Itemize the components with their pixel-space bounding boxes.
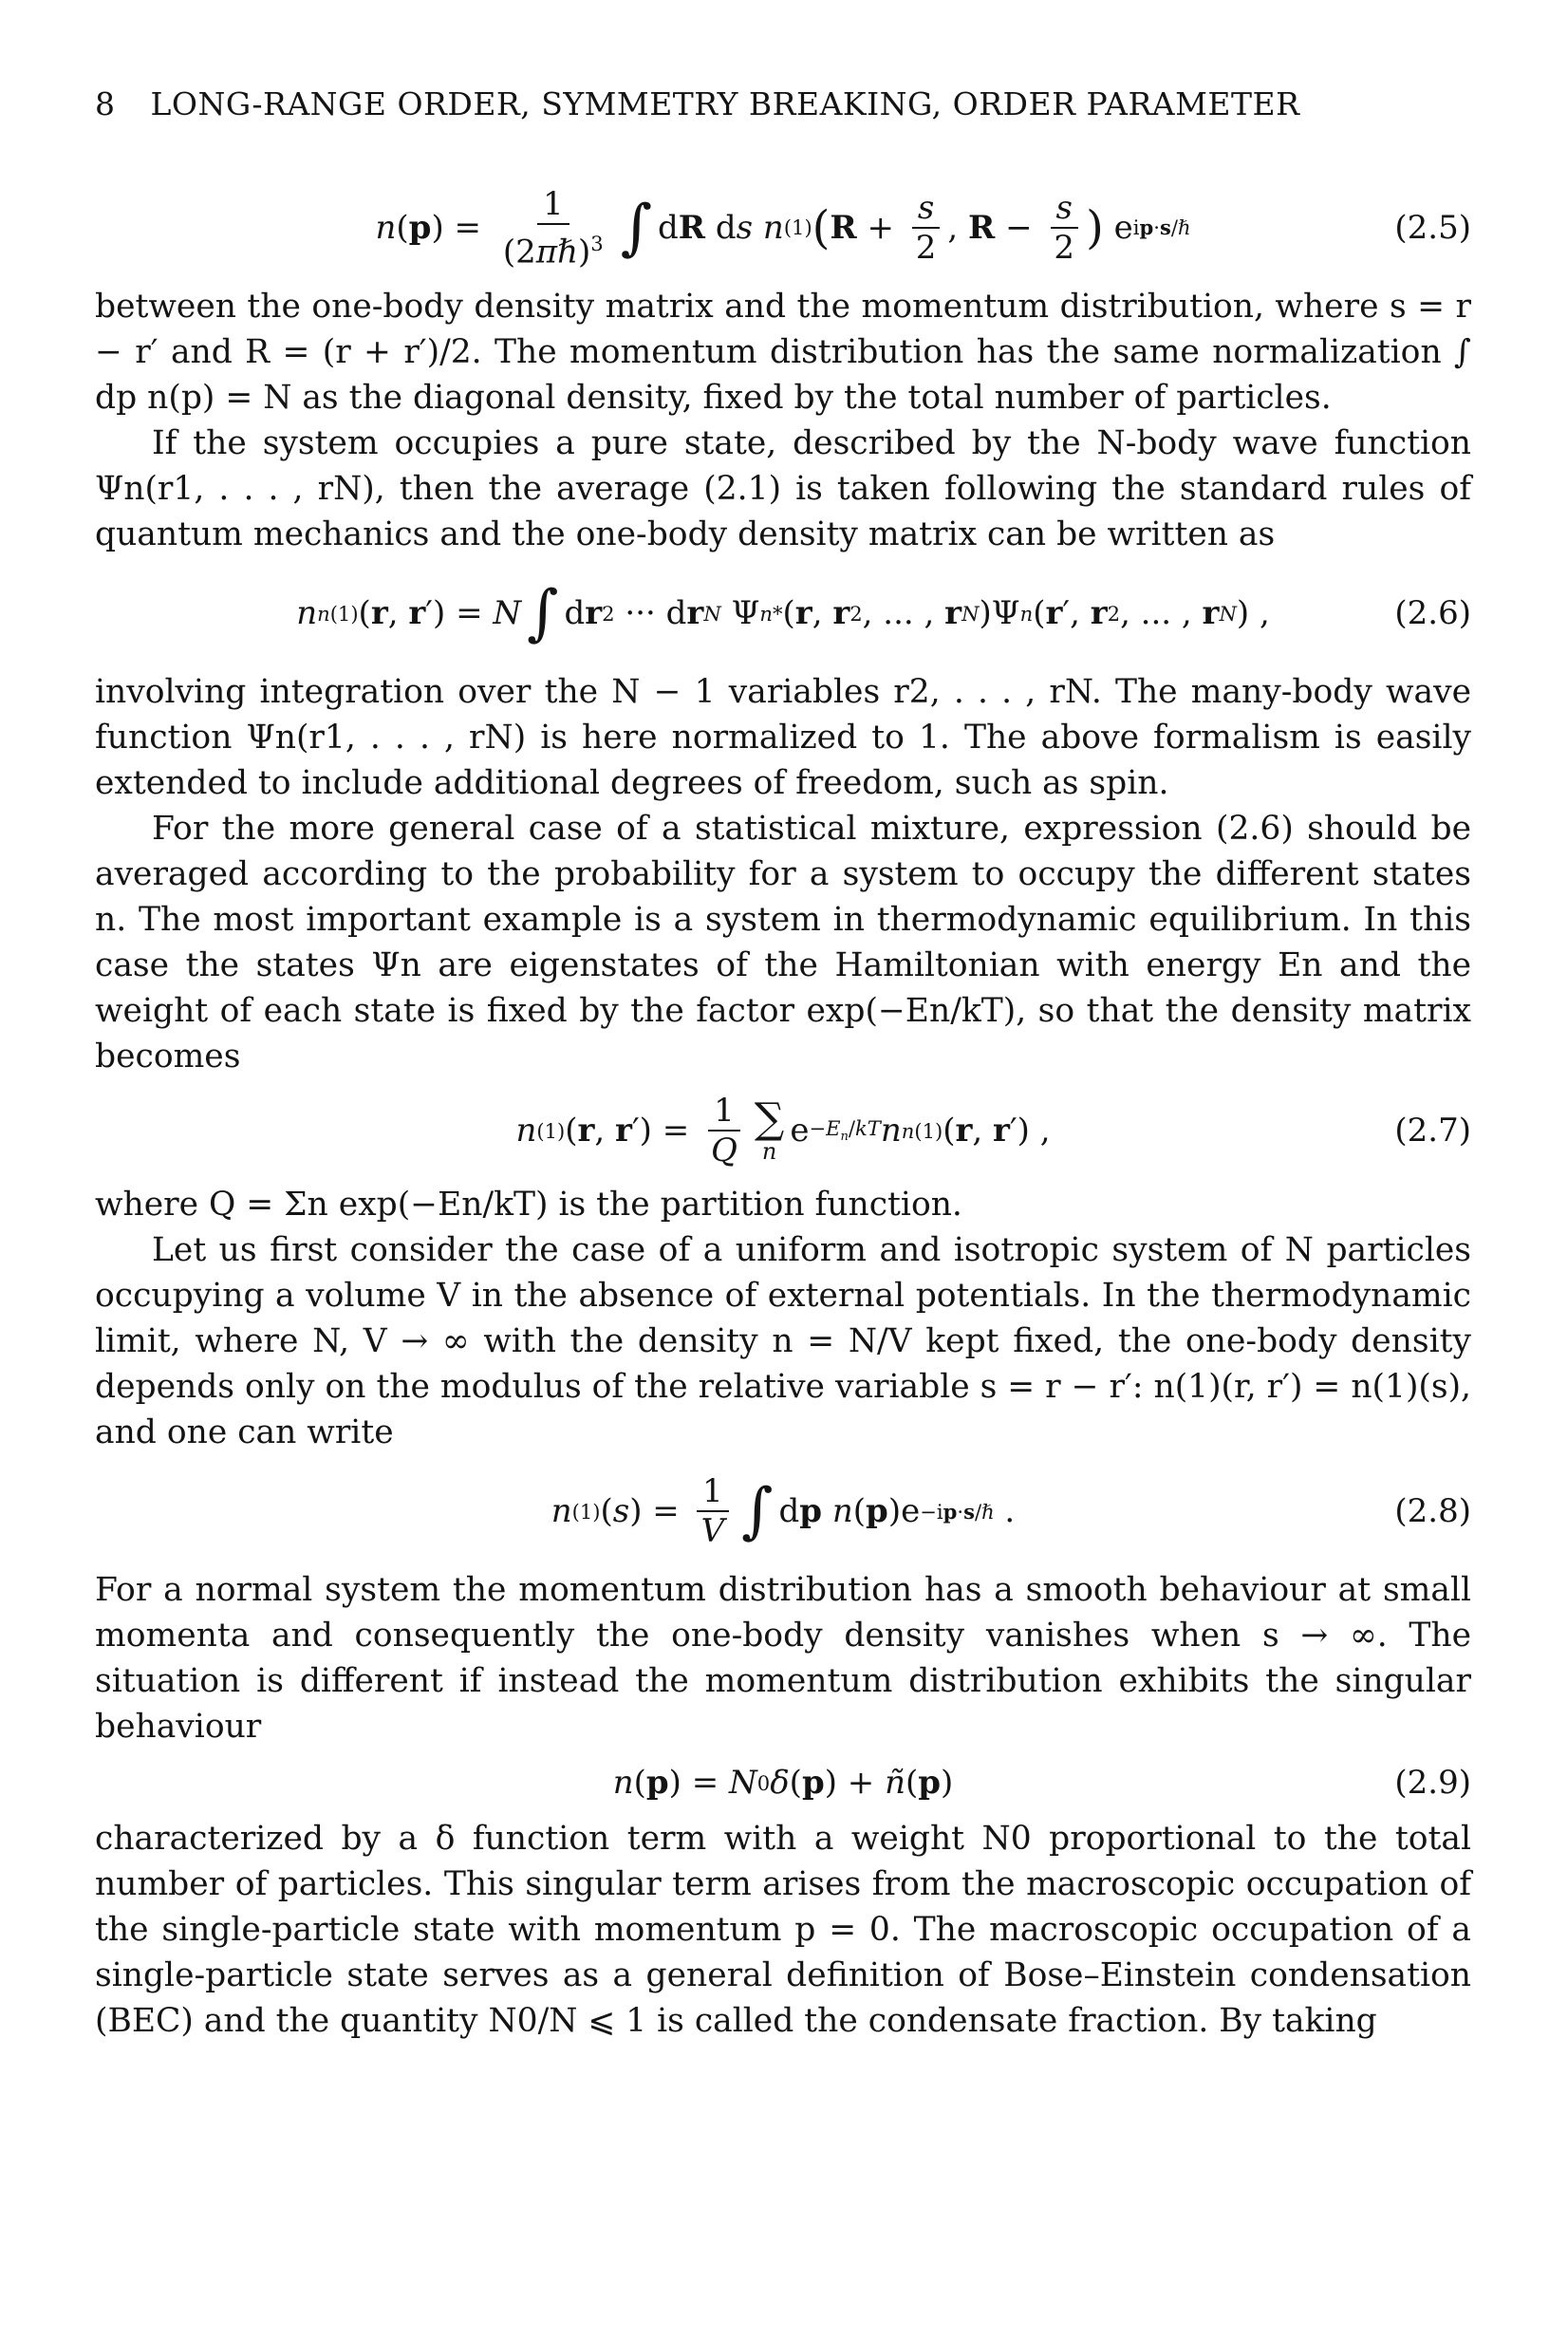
equation-2-9 <box>95 1749 1471 1816</box>
equation-2-8-body: n (1) ( s ) = $\frac{1}{V}$ ∫ d p n ( p )e −ip·s/ℏ . <box>551 1472 1016 1550</box>
page-number: 8 <box>95 85 116 122</box>
equation-2-7 <box>95 1079 1471 1182</box>
paragraph: Let us first consider the case of a uniform and isotropic system of N particles occupying a volume V in the absence of external potentials. In the thermodynamic limit, where N, V → ∞ with the density n = N/V kept fixed, the one-body density depends only on the modulus of the relative variable s = r − r′: n(1)(r, r′) = n(1)(s), and one can write <box>95 1231 1471 1451</box>
paragraph: If the system occupies a pure state, described by the N-body wave function Ψn(r1, . . . , rN), then the average (2.1) is taken following the standard rules of quantum mechanics and the one-body density matrix can be written as <box>95 424 1471 553</box>
equation-2-6 <box>95 557 1471 669</box>
equation-2-8 <box>95 1455 1471 1567</box>
running-header <box>95 85 1471 122</box>
equation-2-6-body: n n (1) ( r , r ′) = N ∫ d r 2 ··· d r N Ψ n * ( r , r 2 , ... , r N )Ψ n ( r ′, r 2 , ... , r N ) , <box>296 578 1270 648</box>
equation-2-9-body: n ( p ) = N 0 δ ( p ) + ñ ( p ) <box>612 1764 954 1802</box>
equation-number: (2.7) <box>1394 1112 1471 1150</box>
paragraph: For a normal system the momentum distribution has a smooth behaviour at small momenta and consequently the one-body density vanishes when s → ∞. The situation is different if instead the momentum distribution exhibits the singular behaviour <box>95 1571 1471 1746</box>
equation-number: (2.5) <box>1394 209 1471 247</box>
equation-2-5-body: n ( p ) = $\frac{1}{(2\pi\hbar)^3}$ ∫ d R d s n (1) ( R + $\frac{s}{2}$ , R − $\frac{s}{2}$ ) e ip·s/ℏ <box>375 184 1191 271</box>
paragraph: between the one-body density matrix and the momentum distribution, where s = r − r′ and R = (r + r′)/2. The momentum distribution has the same normalization ∫ dp n(p) = N as the diagonal density, fixed by the total number of particles. <box>95 288 1471 417</box>
paragraph: characterized by a δ function term with a weight N0 proportional to the total number of particles. This singular term arises from the macroscopic occupation of the single-particle state with momentum p = 0. The macroscopic occupation of a single-particle state serves as a general definition of Bose–Einstein condensation (BEC) and the quantity N0/N ⩽ 1 is called the condensate fraction. By taking <box>95 1820 1471 2040</box>
running-title: LONG-RANGE ORDER, SYMMETRY BREAKING, ORDER PARAMETER <box>150 85 1300 122</box>
equation-2-7-body: n (1) ( r , r ′) = $\frac{1}{Q}$ ∑ n e $-E_n/kT$ n n (1) ( r , r ′) , <box>515 1092 1051 1169</box>
equation-number: (2.8) <box>1394 1492 1471 1530</box>
paragraph: involving integration over the N − 1 variables r2, . . . , rN. The many-body wave function Ψn(r1, . . . , rN) is here normalized to 1. The above formalism is easily extended to include additional degrees of freedom, such as spin. <box>95 673 1471 802</box>
page <box>95 85 1471 2044</box>
paragraph: where Q = Σn exp(−En/kT) is the partition function. <box>95 1186 962 1224</box>
paragraph: For the more general case of a statistical mixture, expression (2.6) should be averaged according to the probability for a system to occupy the different states n. The most important example is a system in thermodynamic equilibrium. In this case the states Ψn are eigenstates of the Hamiltonian with energy En and the weight of each state is fixed by the factor exp(−En/kT), so that the density matrix becomes <box>95 810 1471 1075</box>
equation-2-5 <box>95 172 1471 284</box>
equation-number: (2.9) <box>1394 1764 1471 1802</box>
equation-number: (2.6) <box>1394 594 1471 632</box>
